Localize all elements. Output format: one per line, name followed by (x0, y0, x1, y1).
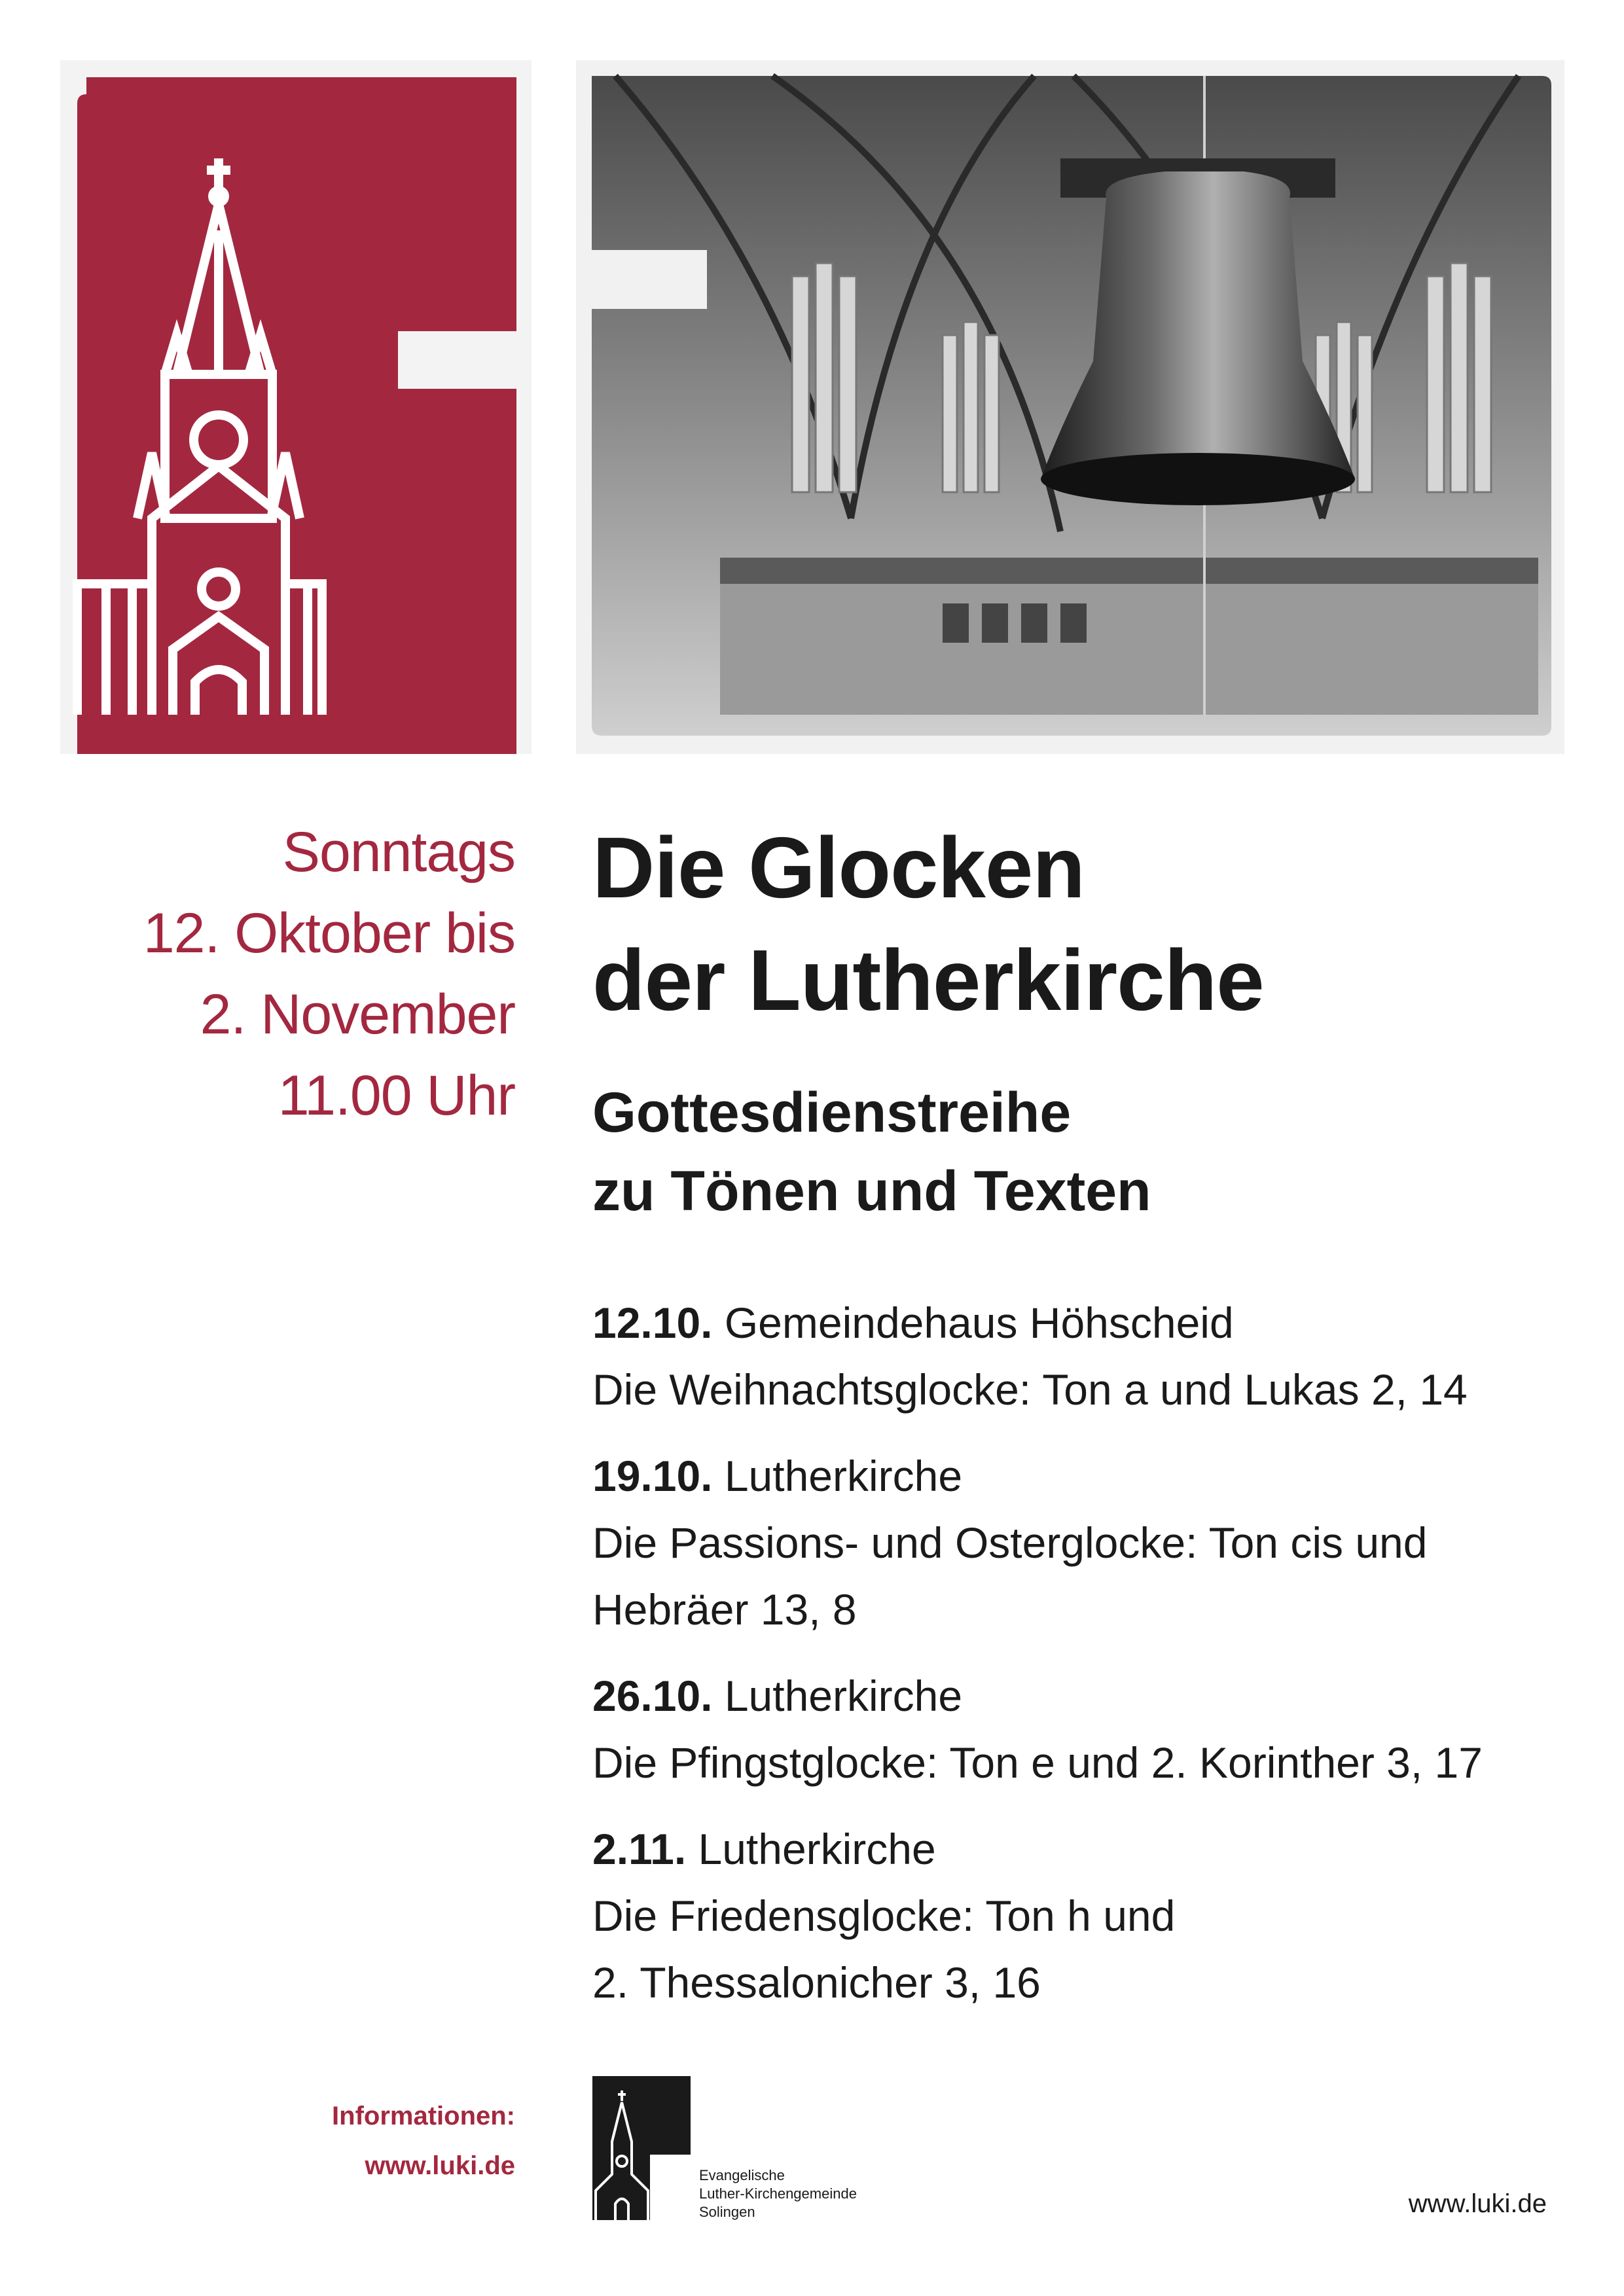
event-date: 2.11. (592, 1825, 687, 1873)
event-place: Gemeindehaus Höhscheid (724, 1299, 1234, 1347)
event-description: Die Pfingstglocke: Ton e und 2. Korinther 3, 17 (592, 1738, 1483, 1787)
org-line-3: Solingen (699, 2204, 755, 2220)
event-list (592, 1289, 1561, 2036)
event-item (592, 1662, 1561, 1796)
org-line-2: Luther-Kirchengemeinde (699, 2185, 857, 2202)
event-item (592, 1289, 1561, 1423)
bell-in-church-photo (576, 60, 1564, 754)
congregation-logo-icon (592, 2076, 691, 2220)
event-description: Die Weihnachtsglocke: Ton a und Lukas 2, 14 (592, 1365, 1468, 1414)
subtitle-line-2: zu Tönen und Texten (592, 1160, 1151, 1223)
info-label: Informationen: (332, 2102, 515, 2130)
event-place: Lutherkirche (698, 1825, 936, 1873)
event-description: Die Friedensglocke: Ton h und (592, 1892, 1176, 1940)
title-line-2: der Lutherkirche (592, 932, 1264, 1028)
footer-link[interactable]: www.luki.de (1408, 2189, 1547, 2218)
schedule-block (143, 812, 515, 1136)
event-place: Lutherkirche (724, 1452, 963, 1500)
org-line-1: Evangelische (699, 2167, 785, 2183)
page-subtitle (592, 1073, 1151, 1230)
bell-photo (576, 60, 1564, 754)
subtitle-line-1: Gottesdienstreihe (592, 1081, 1072, 1144)
event-item (592, 1443, 1561, 1643)
event-description: Hebräer 13, 8 (592, 1585, 857, 1634)
congregation-name (699, 2166, 857, 2221)
title-line-1: Die Glocken (592, 819, 1085, 916)
church-logo-panel (60, 60, 532, 754)
event-place: Lutherkirche (724, 1672, 963, 1720)
event-description: Die Passions- und Osterglocke: Ton cis und (592, 1518, 1428, 1567)
event-date: 26.10. (592, 1672, 713, 1720)
schedule-start: 12. Oktober bis (143, 902, 515, 965)
event-date: 19.10. (592, 1452, 713, 1500)
info-block (332, 2091, 515, 2191)
event-date: 12.10. (592, 1299, 713, 1347)
event-description: 2. Thessalonicher 3, 16 (592, 1958, 1041, 2007)
schedule-weekday: Sonntags (282, 821, 515, 884)
event-item (592, 1816, 1561, 2016)
church-logo-icon (60, 60, 532, 754)
page-title (592, 812, 1264, 1037)
schedule-time: 11.00 Uhr (278, 1064, 515, 1127)
info-link[interactable]: www.luki.de (365, 2151, 515, 2180)
schedule-end: 2. November (200, 983, 515, 1046)
